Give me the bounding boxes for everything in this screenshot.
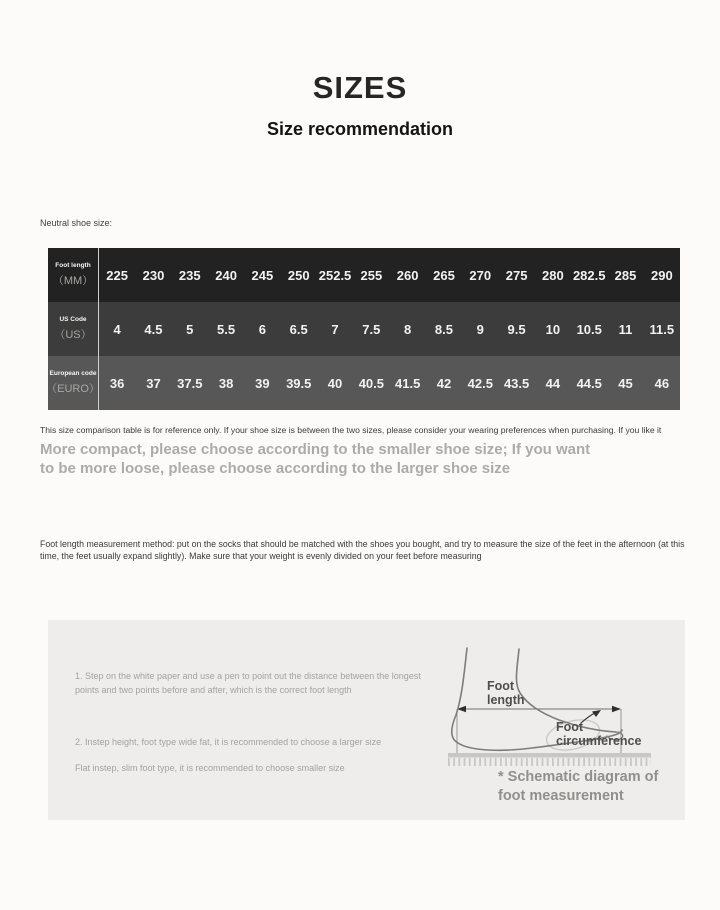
size-cell: 8.5: [434, 321, 453, 337]
size-cell: 255: [360, 267, 383, 283]
size-cell: 44: [545, 375, 561, 391]
size-row-values: [99, 302, 680, 356]
size-cell: 252.5: [318, 267, 352, 283]
size-cell: 11.5: [649, 321, 675, 337]
size-cell: 10: [545, 321, 561, 337]
size-cell: 270: [469, 267, 492, 283]
size-table-row: [48, 302, 680, 356]
size-cell: 282.5: [572, 267, 606, 283]
size-cell: 40: [327, 375, 343, 391]
size-cell: 45: [618, 375, 633, 391]
size-cell: 40.5: [358, 375, 384, 391]
size-cell: 8: [404, 321, 412, 337]
size-cell: 265: [433, 267, 455, 283]
size-cell: 275: [505, 267, 528, 283]
size-cell: 260: [396, 267, 419, 283]
size-cell: 280: [542, 267, 564, 283]
size-row-header-unit: （MM）: [52, 275, 94, 287]
size-cell: 7.5: [362, 321, 381, 337]
neutral-shoe-size-label: Neutral shoe size:: [40, 218, 113, 228]
foot-length-label: Foot length: [487, 679, 525, 708]
size-cell: 38: [218, 375, 234, 391]
size-row-header: [48, 356, 99, 410]
size-row-header-unit: （EURO）: [46, 383, 100, 395]
size-cell: 245: [251, 267, 274, 283]
size-cell: 37.5: [177, 375, 203, 391]
size-cell: 11: [618, 321, 633, 337]
foot-measurement-diagram-icon: [440, 635, 660, 770]
size-row-header-name: Foot length: [55, 262, 91, 269]
page-subtitle: Size recommendation: [266, 119, 454, 139]
size-row-header: [48, 248, 99, 302]
page-title: SIZES: [312, 70, 408, 105]
size-cell: 42.5: [467, 375, 493, 391]
size-row-header: [48, 302, 99, 356]
size-cell: 36: [109, 375, 125, 391]
size-cell: 7: [331, 321, 339, 337]
diagram-caption: * Schematic diagram of foot measurement: [498, 769, 659, 804]
size-cell: 4: [113, 321, 121, 337]
size-cell: 4.5: [144, 321, 163, 337]
size-cell: 250: [287, 267, 310, 283]
measurement-method-note: Foot length measurement method: put on the socks that should be matched with the shoes you bought, and try to measure the size of the feet in the afternoon (at this time, the feet usually expand slightly). Make sure that your weight is evenly divided on your feet before measuring: [40, 539, 685, 561]
size-cell: 46: [654, 375, 670, 391]
size-row-values: [99, 356, 680, 410]
size-cell: 41.5: [395, 375, 421, 391]
size-row-header-unit: （US）: [54, 329, 92, 341]
size-cell: 5: [186, 321, 194, 337]
reference-note: This size comparison table is for reference only. If your shoe size is between the two sizes, please consider your wearing preferences when purchasing. If you like it: [40, 425, 662, 435]
size-cell: 43.5: [503, 375, 530, 391]
instruction-step-1: 1. Step on the white paper and use a pen to point out the distance between the longest points and two points before and after, which is the correct foot length: [75, 671, 421, 695]
size-table-row: [48, 248, 680, 302]
size-cell: 9.5: [507, 321, 526, 337]
size-cell: 37: [146, 375, 161, 391]
size-cell: 39.5: [286, 375, 312, 391]
size-row-header-name: US Code: [59, 316, 87, 323]
size-row-values: [99, 248, 680, 302]
instruction-step-2: 2. Instep height, foot type wide fat, it is recommended to choose a larger size: [75, 737, 382, 747]
size-row-header-name: European code: [49, 370, 97, 377]
size-cell: 6.5: [289, 321, 308, 337]
preference-note: More compact, please choose according to the smaller shoe size; If you want to be more loose, please choose according to the larger shoe size: [40, 441, 591, 478]
size-cell: 44.5: [576, 375, 602, 391]
size-cell: 285: [614, 267, 637, 283]
size-cell: 10.5: [576, 321, 602, 337]
size-cell: 39: [255, 375, 270, 391]
measurement-instructions-panel: [48, 620, 685, 820]
instruction-step-3: Flat instep, slim foot type, it is recommended to choose smaller size: [75, 763, 345, 773]
foot-circumference-label: Foot circumference: [556, 720, 642, 749]
size-cell: 240: [215, 267, 237, 283]
size-cell: 6: [258, 321, 267, 337]
size-cell: 290: [650, 267, 673, 283]
size-cell: 225: [106, 267, 128, 283]
size-cell: 235: [178, 267, 201, 283]
size-cell: 5.5: [217, 321, 236, 337]
size-table-row: [48, 356, 680, 410]
size-cell: 9: [476, 321, 484, 337]
size-cell: 230: [142, 267, 165, 283]
size-cell: 42: [436, 375, 452, 391]
size-table: [48, 248, 680, 410]
